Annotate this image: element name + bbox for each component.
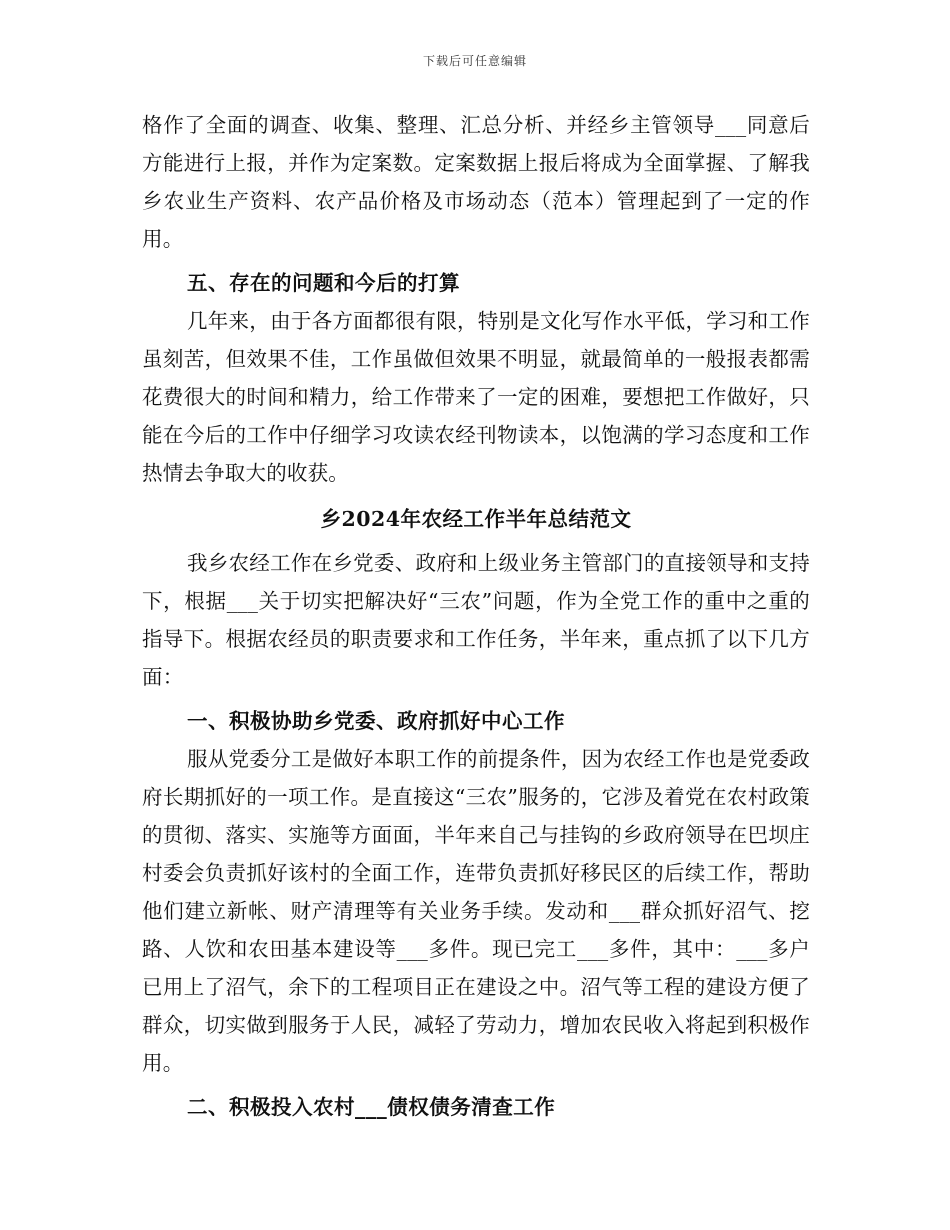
section-heading-1: 一、积极协助乡党委、政府抓好中心工作 xyxy=(187,709,565,733)
page-header: 下载后可任意编辑 xyxy=(422,54,527,68)
paragraph-continued: 格作了全面的调查、收集、整理、汇总分析、并经乡主管领导___同意后方能进行上报，并作为定案数。定案数据上报后将成为全面掌握、了解我乡农业生产资料、农产品价格及市场动态（范本）管理起到了一定的作用。 xyxy=(142,113,810,251)
section-heading-2: 二、积极投入农村___债权债务清查工作 xyxy=(187,1095,556,1119)
document-title: 乡2024年农经工作半年总结范文 xyxy=(320,507,632,531)
document-body xyxy=(142,106,810,1126)
paragraph-problems: 几年来，由于各方面都很有限，特别是文化写作水平低，学习和工作虽刻苦，但效果不佳，工作虽做但效果不明显，就最简单的一般报表都需花费很大的时间和精力，给工作带来了一定的困难，要想把工作做好，只能在今后的工作中仔细学习攻读农经刊物读本，以饱满的学习态度和工作热情去争取大的收获。 xyxy=(142,309,810,485)
paragraph-center-work: 服从党委分工是做好本职工作的前提条件，因为农经工作也是党委政府长期抓好的一项工作。是直接这“三农”服务的，它涉及着党在农村政策的贯彻、落实、实施等方面面，半年来自己与挂钩的乡政府领导在巴坝庄村委会负责抓好该村的全面工作，连带负责抓好移民区的后续工作，帮助他们建立新帐、财产清理等有关业务手续。发动和___群众抓好沼气、挖路、人饮和农田基本建设等___多件。现已完工___多件，其中：___多户已用上了沼气，余下的工程项目正在建设之中。沼气等工程的建设方便了群众，切实做到服务于人民，减轻了劳动力，增加农民收入将起到积极作用。 xyxy=(142,747,810,1075)
section-heading-5: 五、存在的问题和今后的打算 xyxy=(187,271,460,295)
paragraph-intro: 我乡农经工作在乡党委、政府和上级业务主管部门的直接领导和支持下，根据___关于切实把解决好“三农”问题，作为全党工作的重中之重的指导下。根据农经员的职责要求和工作任务，半年来，重点抓了以下几方面： xyxy=(142,551,810,689)
